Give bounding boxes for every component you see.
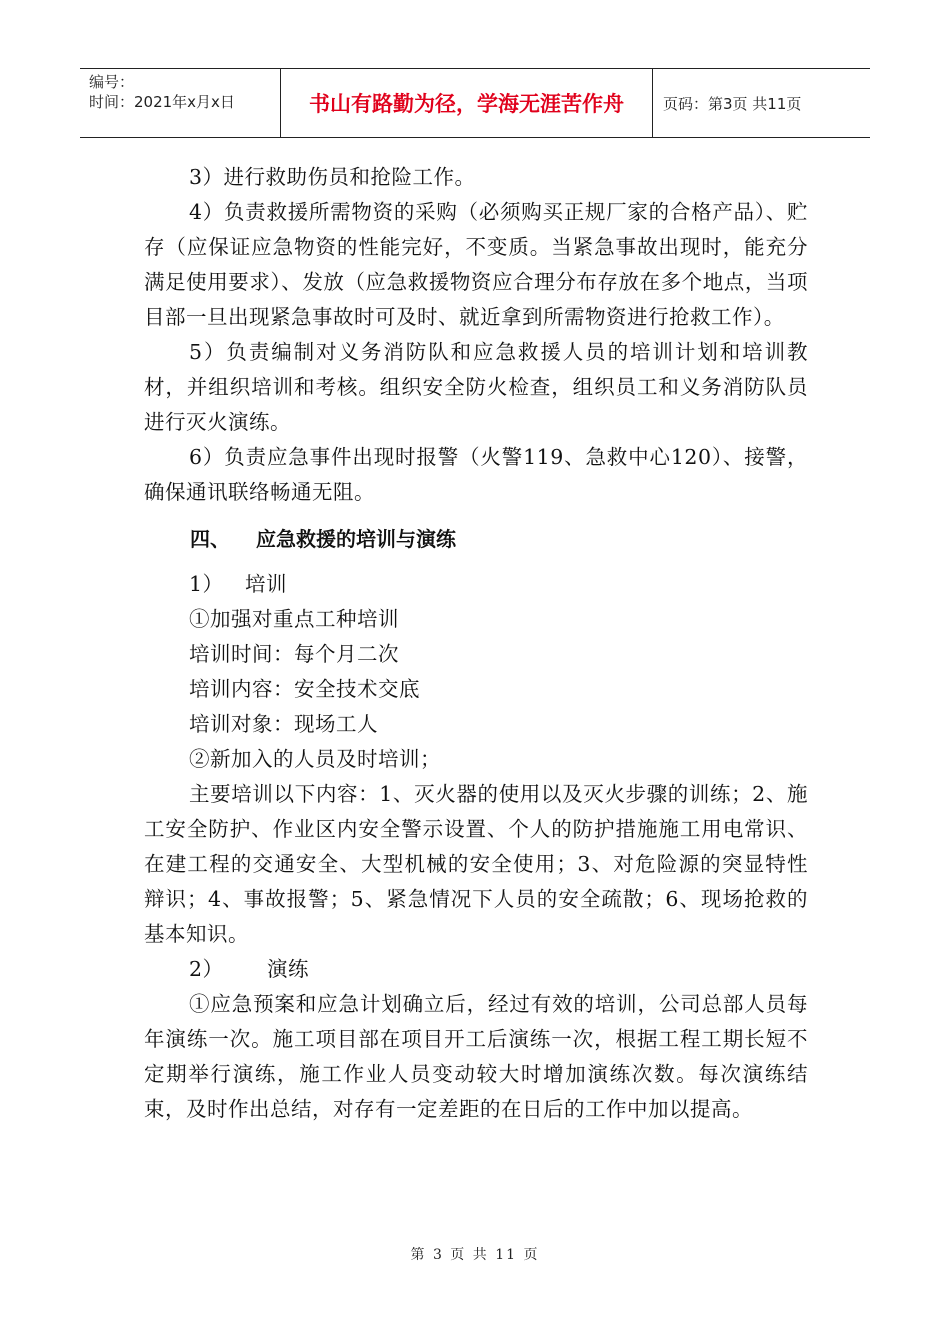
section-heading xyxy=(190,522,808,557)
list-item: ①加强对重点工种培训 xyxy=(189,607,399,631)
subsection-title: 培训 xyxy=(245,572,287,596)
header-meta xyxy=(80,69,281,137)
list-item: 培训内容：安全技术交底 xyxy=(189,677,420,701)
document-body xyxy=(144,160,808,1127)
training-content-paragraph: 主要培训以下内容：1、灭火器的使用以及灭火步骤的训练；2、施工安全防护、作业区内安全警示设置、个人的防护措施施工用电常识、在建工程的交通安全、大型机械的安全使用；3、对危险源的突显特性辩识；4、事故报警；5、紧急情况下人员的安全疏散；6、现场抢救的基本知识。 xyxy=(144,782,808,946)
subsection-drill xyxy=(144,952,808,987)
list-item: 培训时间：每个月二次 xyxy=(189,642,399,666)
paragraph-3: 3）进行救助伤员和抢险工作。 xyxy=(189,165,476,189)
page-footer: 第 3 页 共 11 页 xyxy=(410,1247,540,1263)
subsection-number: 1） xyxy=(189,572,224,596)
subsection-title: 演练 xyxy=(267,957,309,981)
section-number: 四、 xyxy=(190,527,230,551)
section-title: 应急救援的培训与演练 xyxy=(256,527,456,551)
page-header xyxy=(80,68,870,138)
paragraph-6: 6）负责应急事件出现时报警（火警119、急救中心120）、接警，确保通讯联络畅通无阻。 xyxy=(144,445,808,504)
paragraph-5: 5）负责编制对义务消防队和应急救援人员的培训计划和培训教材，并组织培训和考核。组织安全防火检查，组织员工和义务消防队员进行灭火演练。 xyxy=(144,340,808,434)
header-page-code: 页码：第3页 共11页 xyxy=(663,94,802,113)
doc-time-label: 时间：2021年x月x日 xyxy=(89,93,235,111)
subsection-training xyxy=(144,567,808,602)
doc-number-label: 编号： xyxy=(89,73,135,91)
paragraph-4: 4）负责救援所需物资的采购（必须购买正规厂家的合格产品）、贮存（应保证应急物资的性能完好，不变质。当紧急事故出现时，能充分满足使用要求）、发放（应急救援物资应合理分布存放在多个地点，当项目部一旦出现紧急事故时可及时、就近拿到所需物资进行抢救工作）。 xyxy=(144,200,808,329)
list-item: 培训对象：现场工人 xyxy=(189,712,378,736)
drill-paragraph: ①应急预案和应急计划确立后，经过有效的培训，公司总部人员每年演练一次。施工项目部在项目开工后演练一次，根据工程工期长短不定期举行演练，施工作业人员变动较大时增加演练次数。每次演练结束，及时作出总结，对存有一定差距的在日后的工作中加以提高。 xyxy=(144,992,808,1121)
list-item: ②新加入的人员及时培训； xyxy=(189,747,441,771)
subsection-number: 2） xyxy=(189,957,224,981)
header-motto: 书山有路勤为径，学海无涯苦作舟 xyxy=(281,69,653,137)
